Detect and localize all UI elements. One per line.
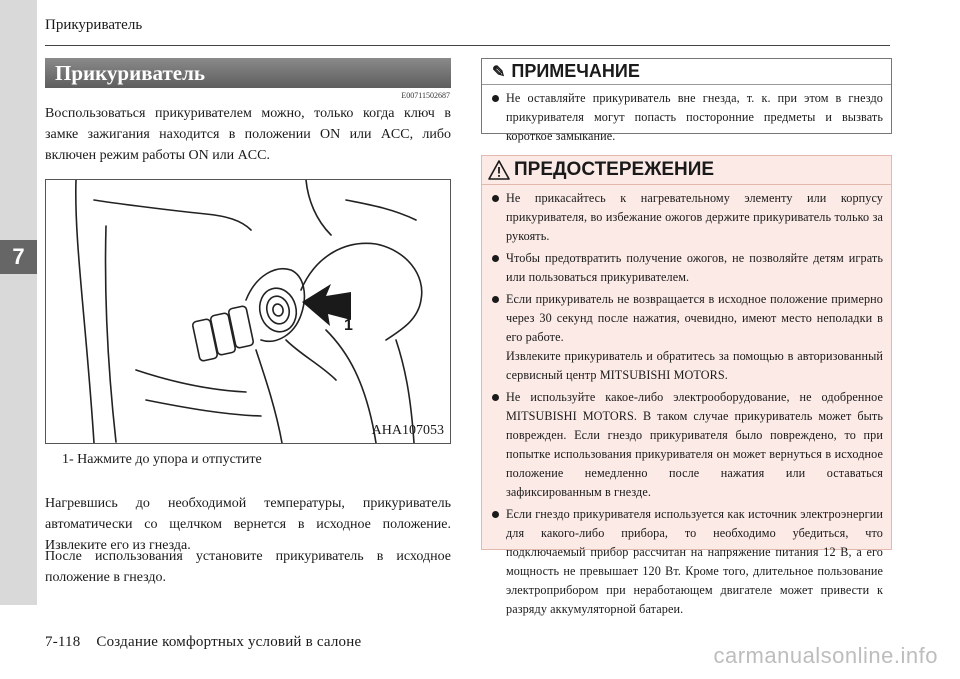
after-use-paragraph: После использования установите прикуриватель в исходное положение в гнездо. bbox=[45, 549, 451, 585]
operation-paragraph: Нагревшись до необходимой температуры, прикуриватель автоматически со щелчком вернется в исходное положение. Извлеките его из гнезда. bbox=[45, 496, 451, 553]
watermark: carmanualsonline.info bbox=[713, 643, 938, 668]
list-item: Не используйте какое-либо электрооборудование, не одобренное MITSUBISHI MOTORS. В таком случае прикуриватель может быть поврежден. Если гнездо прикуривателя было повреждено, то при попытке использования прикуривателя он может вернуться в исходное положение немедленно после нажатия или оставаться зафиксированным в гнезде. bbox=[490, 388, 883, 502]
page-footer bbox=[45, 634, 361, 651]
page-number: 7-118 bbox=[45, 634, 81, 650]
list-item: Если гнездо прикуривателя используется как источник электроэнергии для какого-либо прибора, то необходимо убедиться, что подключаемый прибор рассчитан на напряжение питания 12 В, а его мощность не превышает 120 Вт. Кроме того, длительное пользование электроприбором при неработающем двигателе может привести к разряду аккумуляторной батареи. bbox=[490, 505, 883, 619]
pencil-icon: ✎ bbox=[492, 63, 506, 81]
warning-heading-text: ПРЕДОСТЕРЕЖЕНИЕ bbox=[514, 159, 715, 180]
note-list bbox=[482, 85, 891, 146]
intro-paragraph: Воспользоваться прикуривателем можно, только когда ключ в замке зажигания находится в положении ON или ACC, либо включен режим работы ON или ACC. bbox=[45, 106, 451, 163]
list-item: Не оставляйте прикуриватель вне гнезда, т. к. при этом в гнездо прикуривателя могут попасть посторонние предметы и вызвать короткое замыкание. bbox=[490, 89, 883, 146]
running-header: Прикуриватель bbox=[45, 17, 143, 33]
chapter-sidebar bbox=[0, 0, 37, 605]
warning-list bbox=[482, 185, 891, 619]
section-code: E00711502687 bbox=[401, 91, 450, 100]
list-item: Если прикуриватель не возвращается в исходное положение примерно через 30 секунд после нажатия, очевидно, имеют место неполадки в его работе. Извлеките прикуриватель и обратитесь за помощью в авторизованный сервисный центр MITSUBISHI MOTORS. bbox=[490, 290, 883, 385]
chapter-tab: 7 bbox=[0, 240, 37, 274]
note-heading bbox=[482, 59, 891, 85]
lighter-illustration bbox=[46, 180, 450, 443]
note-box bbox=[481, 58, 892, 143]
warning-heading bbox=[482, 156, 891, 185]
header-rule bbox=[45, 45, 890, 46]
figure-caption: 1- Нажмите до упора и отпустите bbox=[62, 452, 262, 467]
note-heading-text: ПРИМЕЧАНИЕ bbox=[511, 61, 640, 81]
figure-id: AHA107053 bbox=[371, 423, 444, 438]
callout-number: 1 bbox=[344, 317, 353, 334]
chapter-title: Создание комфортных условий в салоне bbox=[96, 634, 362, 650]
warning-triangle-icon bbox=[488, 160, 510, 180]
warning-box bbox=[481, 155, 892, 616]
section-title: Прикуриватель bbox=[45, 58, 451, 88]
cigarette-lighter-figure bbox=[45, 179, 451, 444]
list-item: Чтобы предотвратить получение ожогов, не позволяйте детям играть или пользоваться прикуривателем. bbox=[490, 249, 883, 287]
list-item: Не прикасайтесь к нагревательному элементу или корпусу прикуривателя, во избежание ожогов держите прикуриватель только за рукоять. bbox=[490, 189, 883, 246]
